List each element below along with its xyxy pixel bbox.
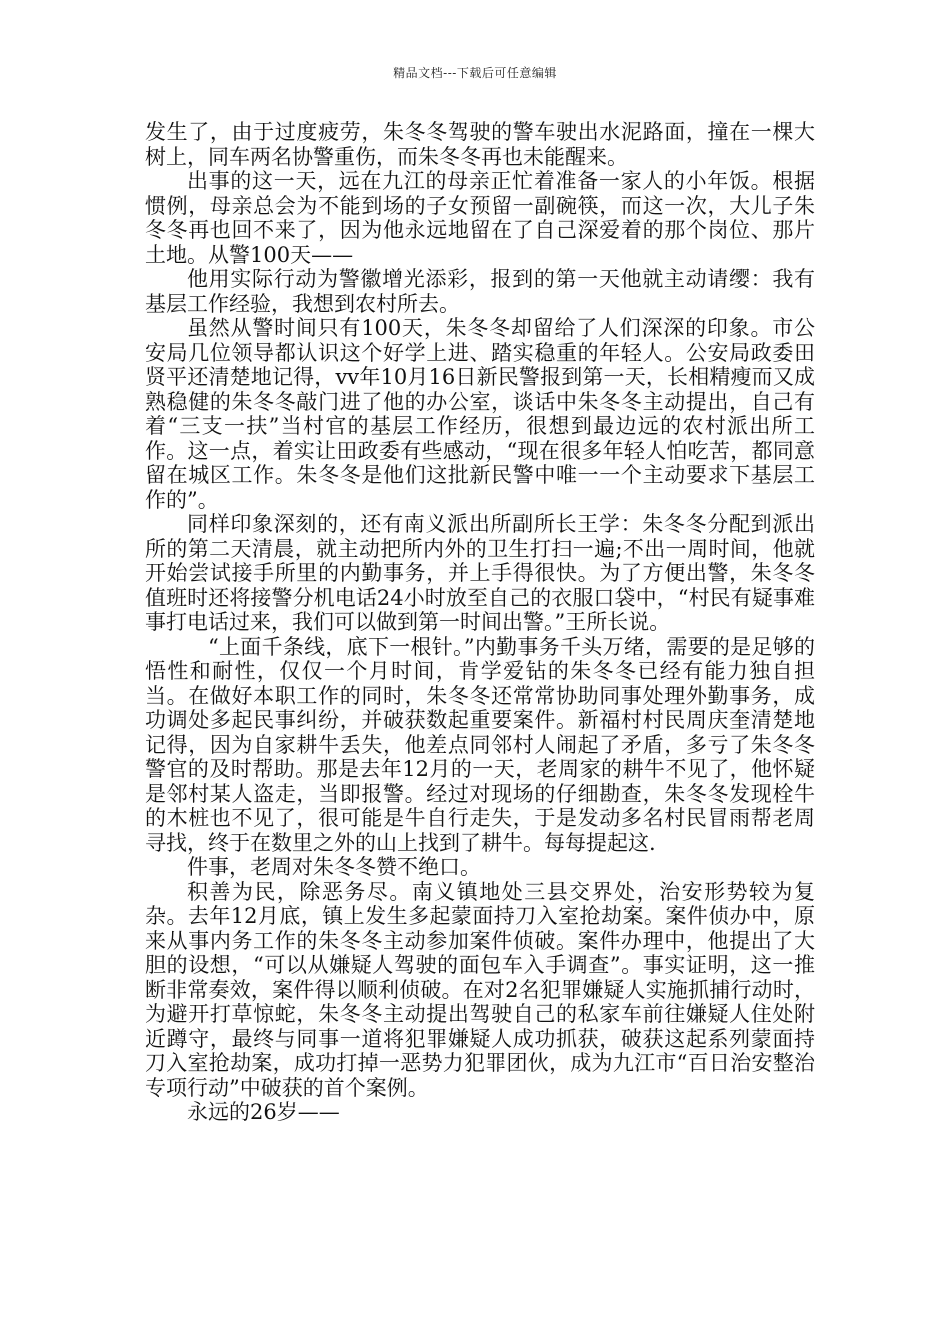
paragraph: 永远的26岁——: [187, 1100, 340, 1124]
page-header: 精品文档---下载后可任意编辑: [393, 66, 557, 80]
paragraph: 同样印象深刻的，还有南义派出所副所长王学：朱冬冬分配到派出所的第二天清晨，就主动把所内外的卫生打扫一遍;不出一周时间，他就开始尝试接手所里的内勤事务，并上手得很快。为了方便出警，朱冬冬值班时还将接警分机电话24小时放至自己的衣服口袋中，“村民有疑事难事打电话过来，我们可以做到第一时间出警。”王所长说。: [145, 512, 815, 634]
paragraph: 出事的这一天，远在九江的母亲正忙着准备一家人的小年饭。根据惯例，母亲总会为不能到场的子女预留一副碗筷，而这一次，大儿子朱冬冬再也回不来了，因为他永远地留在了自己深爱着的那个岗位、那片土地。从警100天——: [145, 169, 815, 267]
paragraph: 发生了，由于过度疲劳，朱冬冬驾驶的警车驶出水泥路面，撞在一棵大树上，同车两名协警重伤，而朱冬冬再也未能醒来。: [145, 120, 815, 169]
article-body: [145, 120, 815, 1125]
paragraph: 积善为民，除恶务尽。南义镇地处三县交界处，治安形势较为复杂。去年12月底，镇上发生多起蒙面持刀入室抢劫案。案件侦办中，原来从事内务工作的朱冬冬主动参加案件侦破。案件办理中，他提出了大胆的设想，“可以从嫌疑人驾驶的面包车入手调查”。事实证明，这一推断非常奏效，案件得以顺利侦破。在对2名犯罪嫌疑人实施抓捕行动时，为避开打草惊蛇，朱冬冬主动提出驾驶自己的私家车前往嫌疑人住处附近蹲守，最终与同事一道将犯罪嫌疑人成功抓获，破获这起系列蒙面持刀入室抢劫案，成功打掉一恶势力犯罪团伙，成为九江市“百日治安整治专项行动”中破获的首个案例。: [145, 879, 815, 1100]
paragraph: 他用实际行动为警徽增光添彩，报到的第一天他就主动请缨：我有基层工作经验，我想到农村所去。: [145, 267, 815, 316]
paragraph: 件事，老周对朱冬冬赞不绝口。: [187, 855, 481, 879]
paragraph: 虽然从警时间只有100天，朱冬冬却留给了人们深深的印象。市公安局几位领导都认识这个好学上进、踏实稳重的年轻人。公安局政委田贤平还清楚地记得，vv年10月16日新民警报到第一天，长相精瘦而又成熟稳健的朱冬冬敲门进了他的办公室，谈话中朱冬冬主动提出，自己有着“三支一扶”当村官的基层工作经历，很想到最边远的农村派出所工作。这一点，着实让田政委有些感动，“现在很多年轻人怕吃苦，都同意留在城区工作。朱冬冬是他们这批新民警中唯一一个主动要求下基层工作的”。: [145, 316, 815, 512]
paragraph: “上面千条线，底下一根针。”内勤事务千头万绪，需要的是足够的悟性和耐性，仅仅一个月时间，肯学爱钻的朱冬冬已经有能力独自担当。在做好本职工作的同时，朱冬冬还常常协助同事处理外勤事务，成功调处多起民事纠纷，并破获数起重要案件。新福村村民周庆奎清楚地记得，因为自家耕牛丢失，他差点同邻村人闹起了矛盾，多亏了朱冬冬警官的及时帮助。那是去年12月的一天，老周家的耕牛不见了，他怀疑是邻村某人盗走，当即报警。经过对现场的仔细勘查，朱冬冬发现栓牛的木桩也不见了，很可能是牛自行走失，于是发动多名村民冒雨帮老周寻找，终于在数里之外的山上找到了耕牛。每每提起这.: [145, 634, 815, 855]
